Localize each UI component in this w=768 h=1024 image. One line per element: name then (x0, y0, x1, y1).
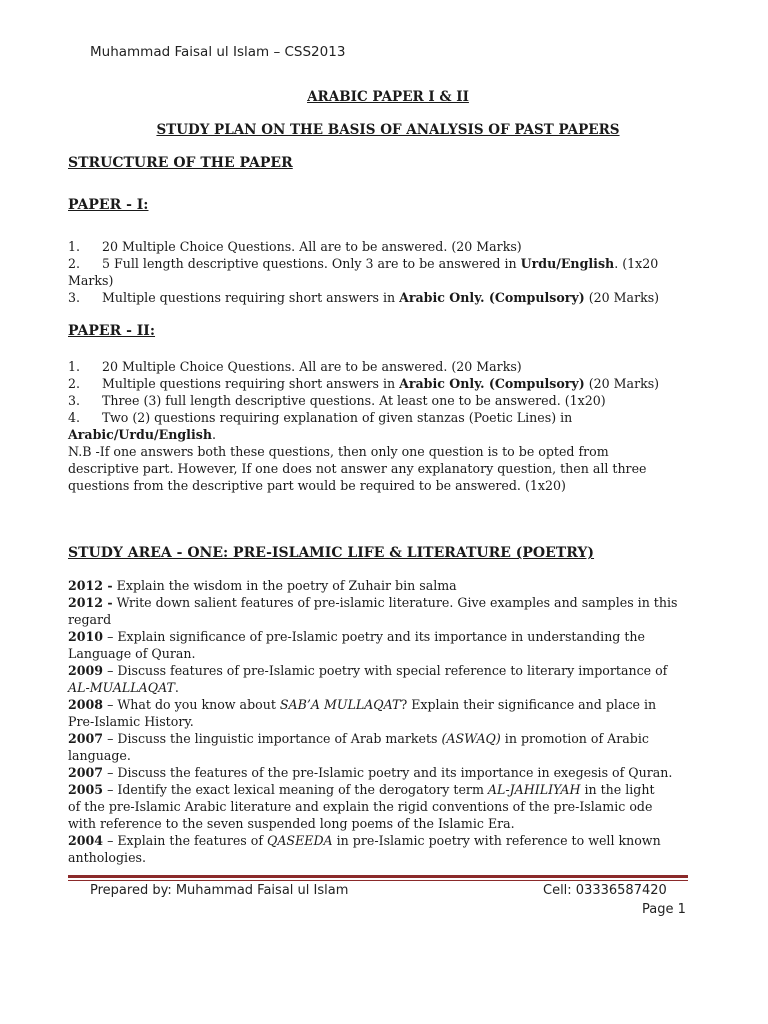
question-item: 2008 – What do you know about SAB’A MULLAQAT? Explain their significance and place in Pre-Islamic History. (68, 697, 657, 729)
page-header: Muhammad Faisal ul Islam – CSS2013 (90, 44, 346, 60)
document-subtitle: STUDY PLAN ON THE BASIS OF ANALYSIS OF PAST PAPERS (156, 122, 620, 138)
question-item: 2007 – Discuss the linguistic importance of Arab markets (ASWAQ) in promotion of Arabic language. (68, 731, 649, 763)
paper2-list (68, 358, 708, 494)
list-item-continuation: Marks) (68, 273, 114, 288)
study-area-heading: STUDY AREA - ONE: PRE-ISLAMIC LIFE & LITERATURE (POETRY) (68, 545, 595, 561)
question-item: 2012 - Explain the wisdom in the poetry of Zuhair bin salma (68, 578, 457, 593)
question-item: 2007 – Discuss the features of the pre-Islamic poetry and its importance in exegesis of Quran. (68, 765, 673, 780)
list-item: 2. Multiple questions requiring short answers in Arabic Only. (Compulsory) (20 Marks) (68, 376, 660, 391)
nb-note: N.B -If one answers both these questions, then only one question is to be opted from descriptive part. However, If one does not answer any explanatory question, then all three questions from the descriptive part would be required to be answered. (1x20) (68, 444, 647, 493)
list-item: 2. 5 Full length descriptive questions. Only 3 are to be answered in Urdu/English. (1x20 (68, 256, 659, 271)
footer-rule (68, 875, 688, 878)
footer-cell: Cell: 03336587420 (543, 883, 667, 898)
list-item-continuation: Arabic/Urdu/English. (68, 427, 216, 442)
paper1-heading: PAPER - I: (68, 197, 149, 213)
footer-rule-thin (68, 880, 688, 881)
structure-heading: STRUCTURE OF THE PAPER (68, 155, 293, 171)
list-item: 3. Multiple questions requiring short answers in Arabic Only. (Compulsory) (20 Marks) (68, 290, 660, 305)
question-item: 2012 - Write down salient features of pre-islamic literature. Give examples and samples in this regard (68, 595, 678, 627)
question-item: 2009 – Discuss features of pre-Islamic poetry with special reference to literary importance of AL-MUALLAQAT. (68, 663, 668, 695)
paper1-list (68, 238, 708, 306)
document-title: ARABIC PAPER I & II (307, 89, 469, 105)
question-item: 2005 – Identify the exact lexical meaning of the derogatory term AL-JAHILIYAH in the light of the pre-Islamic Arabic literature and explain the rigid conventions of the pre-Islamic ode with reference to the seven suspended long poems of the Islamic Era. (68, 782, 655, 831)
question-item: 2004 – Explain the features of QASEEDA in pre-Islamic poetry with reference to well known anthologies. (68, 833, 661, 865)
list-item: 3. Three (3) full length descriptive questions. At least one to be answered. (1x20) (68, 393, 606, 408)
list-item: 4. Two (2) questions requiring explanation of given stanzas (Poetic Lines) in (68, 410, 573, 425)
list-item: 1. 20 Multiple Choice Questions. All are to be answered. (20 Marks) (68, 359, 522, 374)
footer-page-number: Page 1 (642, 902, 686, 917)
question-item: 2010 – Explain significance of pre-Islamic poetry and its importance in understanding the Language of Quran. (68, 629, 645, 661)
question-list (68, 577, 708, 866)
footer-prepared-by: Prepared by: Muhammad Faisal ul Islam (90, 883, 349, 898)
list-item: 1. 20 Multiple Choice Questions. All are to be answered. (20 Marks) (68, 239, 522, 254)
paper2-heading: PAPER - II: (68, 323, 156, 339)
